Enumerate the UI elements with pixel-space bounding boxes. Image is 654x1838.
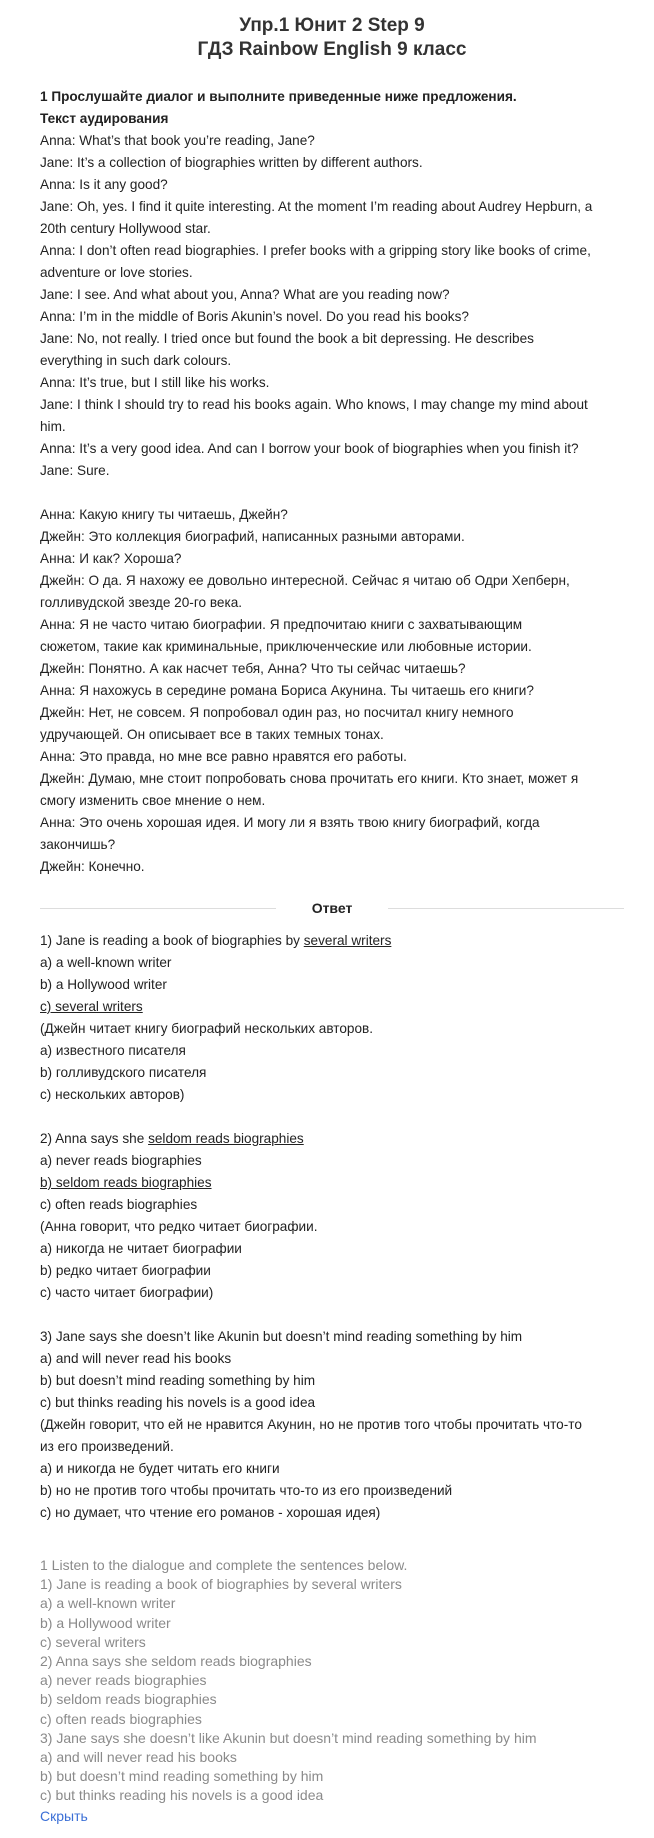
stem-answer: several writers [303, 933, 392, 948]
original-task-line: 3) Jane says she doesn’t like Akunin but doesn’t mind reading something by him [40, 1729, 537, 1746]
page-subtitle: ГДЗ Rainbow English 9 класс [197, 39, 467, 60]
russian-dialogue [40, 504, 624, 878]
original-task-line: c) often reads biographies [40, 1710, 202, 1727]
original-task-line: 1 Listen to the dialogue and complete the sentences below. [40, 1557, 408, 1573]
option-b: b) a Hollywood writer [40, 977, 167, 992]
dialogue-line: 20th century Hollywood star. [40, 221, 211, 236]
stem-text: 2) Anna says she [40, 1131, 149, 1146]
translation-line: (Джейн читает книгу биографий нескольких авторов. [40, 1021, 374, 1036]
dialogue-line: голливудской звезде 20-го века. [40, 595, 243, 610]
dialogue-line: Анна: Я не часто читаю биографии. Я предпочитаю книги с захватывающим [40, 617, 523, 632]
question-stem: 3) Jane says she doesn’t like Akunin but doesn’t mind reading something by him [40, 1329, 523, 1344]
dialogue-line: Anna: I don’t often read biographies. I prefer books with a gripping story like books of crime, [40, 243, 591, 258]
translation-option: b) голливудского писателя [40, 1065, 207, 1080]
answer-label: Ответ [311, 900, 353, 916]
spacer [40, 482, 624, 504]
original-task-block [40, 1556, 624, 1806]
divider-rule-right [388, 908, 624, 909]
dialogue-line: Анна: И как? Хороша? [40, 551, 182, 566]
dialogue-line: Jane: It’s a collection of biographies written by different authors. [40, 155, 423, 170]
dialogue-line: Jane: Oh, yes. I find it quite interesting. At the moment I’m reading about Audrey Hepburn, a [40, 199, 593, 214]
dialogue-line: Джейн: Думаю, мне стоит попробовать снова прочитать его книги. Кто знает, может я [40, 771, 579, 786]
dialogue-line: Anna: It’s a very good idea. And can I borrow your book of biographies when you finish it? [40, 441, 579, 456]
translation-option: b) но не против того чтобы прочитать что-то из его произведений [40, 1483, 453, 1498]
dialogue-line: Джейн: Понятно. А как насчет тебя, Анна? Что ты сейчас читаешь? [40, 661, 466, 676]
dialogue-line: сюжетом, такие как криминальные, приключенческие или любовные истории. [40, 639, 532, 654]
task-instruction: 1 Прослушайте диалог и выполните приведенные ниже предложения. [40, 89, 517, 104]
answer-q1 [40, 930, 624, 1106]
spacer [40, 1106, 624, 1128]
spacer [40, 1524, 624, 1556]
dialogue-line: Anna: What’s that book you’re reading, Jane? [40, 133, 315, 148]
dialogue-line: Анна: Какую книгу ты читаешь, Джейн? [40, 507, 288, 522]
dialogue-line: Jane: I think I should try to read his books again. Who knows, I may change my mind about [40, 397, 588, 412]
page-title: Упр.1 Юнит 2 Step 9 [239, 15, 425, 36]
original-task-line: a) and will never read his books [40, 1749, 237, 1766]
dialogue-line: удручающей. Он описывает все в таких темных тонах. [40, 727, 384, 742]
translation-line: (Анна говорит, что редко читает биографии. [40, 1219, 318, 1234]
translation-line: (Джейн говорит, что ей не нравится Акунин, но не против того чтобы прочитать что-то [40, 1417, 582, 1432]
translation-option: а) никогда не читает биографии [40, 1241, 242, 1256]
dialogue-line: everything in such dark colours. [40, 353, 232, 368]
original-task-line: c) but thinks reading his novels is a good idea [40, 1787, 324, 1804]
option-c: c) often reads biographies [40, 1197, 198, 1212]
answer-q3 [40, 1326, 624, 1524]
divider-rule-left [40, 908, 276, 909]
answer-divider [40, 900, 624, 916]
dialogue-line: adventure or love stories. [40, 265, 193, 280]
dialogue-line: him. [40, 419, 66, 434]
translation-option: а) известного писателя [40, 1043, 186, 1058]
translation-option: а) и никогда не будет читать его книги [40, 1461, 280, 1476]
dialogue-line: Anna: Is it any good? [40, 177, 168, 192]
dialogue-line: Анна: Это правда, но мне все равно нравятся его работы. [40, 749, 407, 764]
option-a: a) and will never read his books [40, 1351, 232, 1366]
original-task-line: b) a Hollywood writer [40, 1614, 171, 1631]
translation-option: b) редко читает биографии [40, 1263, 211, 1278]
dialogue-line: Джейн: Нет, не совсем. Я попробовал один раз, но посчитал книгу немного [40, 705, 514, 720]
translation-option: c) нескольких авторов) [40, 1087, 185, 1102]
translation-option: c) но думает, что чтение его романов - хорошая идея) [40, 1505, 381, 1520]
dialogue-line: Джейн: Конечно. [40, 859, 145, 874]
original-task-line: a) a well-known writer [40, 1595, 176, 1612]
original-task-line: c) several writers [40, 1633, 146, 1650]
option-b-correct: b) seldom reads biographies [40, 1175, 212, 1190]
dialogue-line: Джейн: Это коллекция биографий, написанных разными авторами. [40, 529, 465, 544]
dialogue-line: закончишь? [40, 837, 116, 852]
dialogue-line: Jane: No, not really. I tried once but found the book a bit depressing. He describes [40, 331, 534, 346]
option-a: a) never reads biographies [40, 1153, 202, 1168]
stem-text: 1) Jane is reading a book of biographies by [40, 933, 304, 948]
question-stem [40, 1128, 624, 1150]
dialogue-line: Jane: Sure. [40, 463, 110, 478]
original-task-line: b) seldom reads biographies [40, 1691, 217, 1708]
original-task-line: a) never reads biographies [40, 1672, 207, 1689]
dialogue-line: Анна: Это очень хорошая идея. И могу ли я взять твою книгу биографий, когда [40, 815, 540, 830]
option-c: c) but thinks reading his novels is a good idea [40, 1395, 316, 1410]
spacer [40, 1304, 624, 1326]
hide-link[interactable]: Скрыть [40, 1807, 88, 1824]
english-dialogue [40, 130, 624, 482]
original-task-line: 2) Anna says she seldom reads biographies [40, 1653, 312, 1670]
option-b: b) but doesn’t mind reading something by him [40, 1373, 316, 1388]
dialogue-line: Anna: I’m in the middle of Boris Akunin’s novel. Do you read his books? [40, 309, 469, 324]
dialogue-line: смогу изменить свое мнение о нем. [40, 793, 266, 808]
transcript-heading: Текст аудирования [40, 111, 169, 126]
dialogue-line: Анна: Я нахожусь в середине романа Бориса Акунина. Ты читаешь его книги? [40, 683, 534, 698]
dialogue-line: Anna: It’s true, but I still like his works. [40, 375, 270, 390]
translation-line: из его произведений. [40, 1439, 174, 1454]
original-task-line: 1) Jane is reading a book of biographies by several writers [40, 1576, 402, 1593]
option-a: a) a well-known writer [40, 955, 172, 970]
answer-q2 [40, 1128, 624, 1304]
stem-answer: seldom reads biographies [148, 1131, 304, 1146]
option-c-correct: c) several writers [40, 999, 143, 1014]
question-stem [40, 930, 624, 952]
translation-option: c) часто читает биографии) [40, 1285, 214, 1300]
dialogue-line: Джейн: О да. Я нахожу ее довольно интересной. Сейчас я читаю об Одри Хепберн, [40, 573, 570, 588]
dialogue-line: Jane: I see. And what about you, Anna? What are you reading now? [40, 287, 450, 302]
original-task-line: b) but doesn’t mind reading something by him [40, 1768, 324, 1785]
